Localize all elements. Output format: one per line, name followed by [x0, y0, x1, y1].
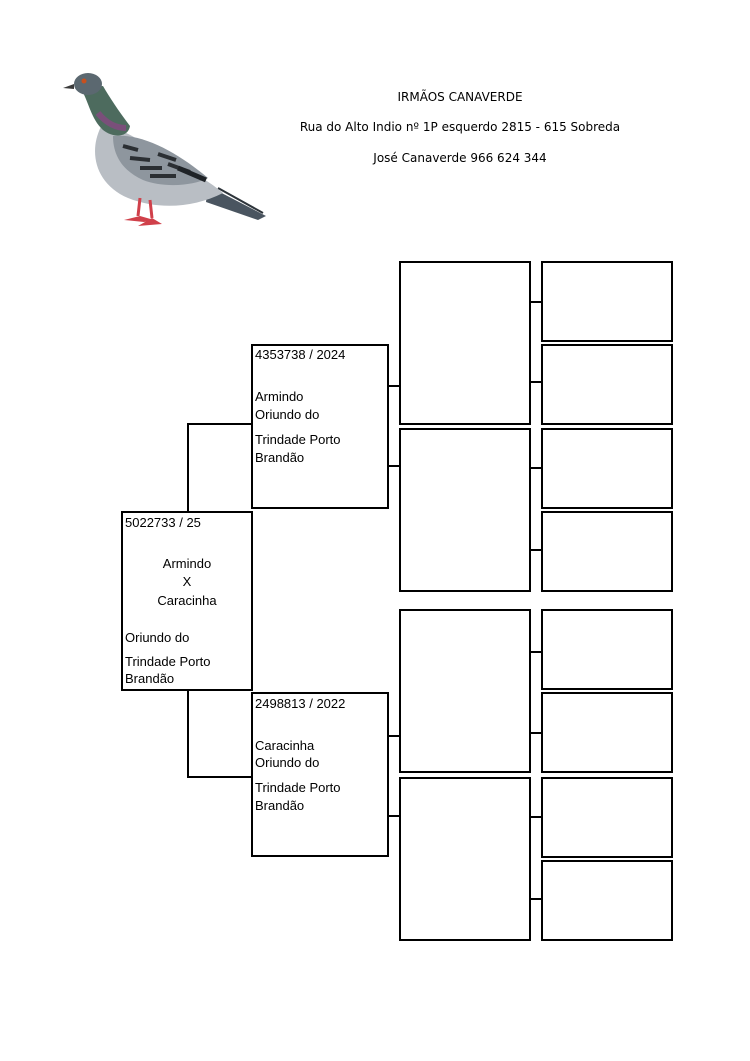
subject-origin: Oriundo do	[125, 630, 190, 645]
great-grandparent-box	[541, 860, 673, 941]
sire-box	[251, 344, 389, 509]
subject-dam-name: Caracinha	[157, 593, 217, 608]
grandparent-box	[399, 609, 531, 773]
breeder-contact: José Canaverde 966 624 344	[373, 151, 547, 165]
connector-line	[187, 423, 189, 513]
connector-line	[187, 776, 253, 778]
great-grandparent-box	[541, 692, 673, 773]
sire-origin: Trindade Porto	[255, 432, 341, 447]
dam-ring: 2498813 / 2022	[255, 696, 346, 711]
dam-origin: Trindade Porto	[255, 780, 341, 795]
sire-origin: Brandão	[255, 450, 305, 465]
subject-ring: 5022733 / 25	[125, 515, 201, 530]
subject-origin: Trindade Porto	[125, 654, 211, 669]
pigeon-logo-icon	[58, 68, 273, 238]
great-grandparent-box	[541, 777, 673, 858]
dam-origin: Oriundo do	[255, 755, 320, 770]
subject-origin: Brandão	[125, 671, 175, 686]
great-grandparent-box	[541, 609, 673, 690]
sire-ring: 4353738 / 2024	[255, 347, 346, 362]
breeder-address: Rua do Alto Indio nº 1P esquerdo 2815 - 615 Sobreda	[299, 120, 621, 134]
grandparent-box	[399, 428, 531, 592]
dam-name: Caracinha	[255, 738, 315, 753]
subject-box	[121, 511, 253, 691]
grandparent-box	[399, 777, 531, 941]
grandparent-box	[399, 261, 531, 425]
dam-origin: Brandão	[255, 798, 305, 813]
connector-line	[187, 423, 253, 425]
breeder-name: IRMÃOS CANAVERDE	[397, 90, 523, 104]
great-grandparent-box	[541, 261, 673, 342]
sire-origin: Oriundo do	[255, 407, 320, 422]
sire-name: Armindo	[255, 389, 304, 404]
subject-cross: X	[182, 574, 192, 589]
connector-line	[187, 689, 189, 778]
great-grandparent-box	[541, 428, 673, 509]
dam-box	[251, 692, 389, 857]
subject-sire-name: Armindo	[162, 556, 212, 571]
great-grandparent-box	[541, 344, 673, 425]
great-grandparent-box	[541, 511, 673, 592]
